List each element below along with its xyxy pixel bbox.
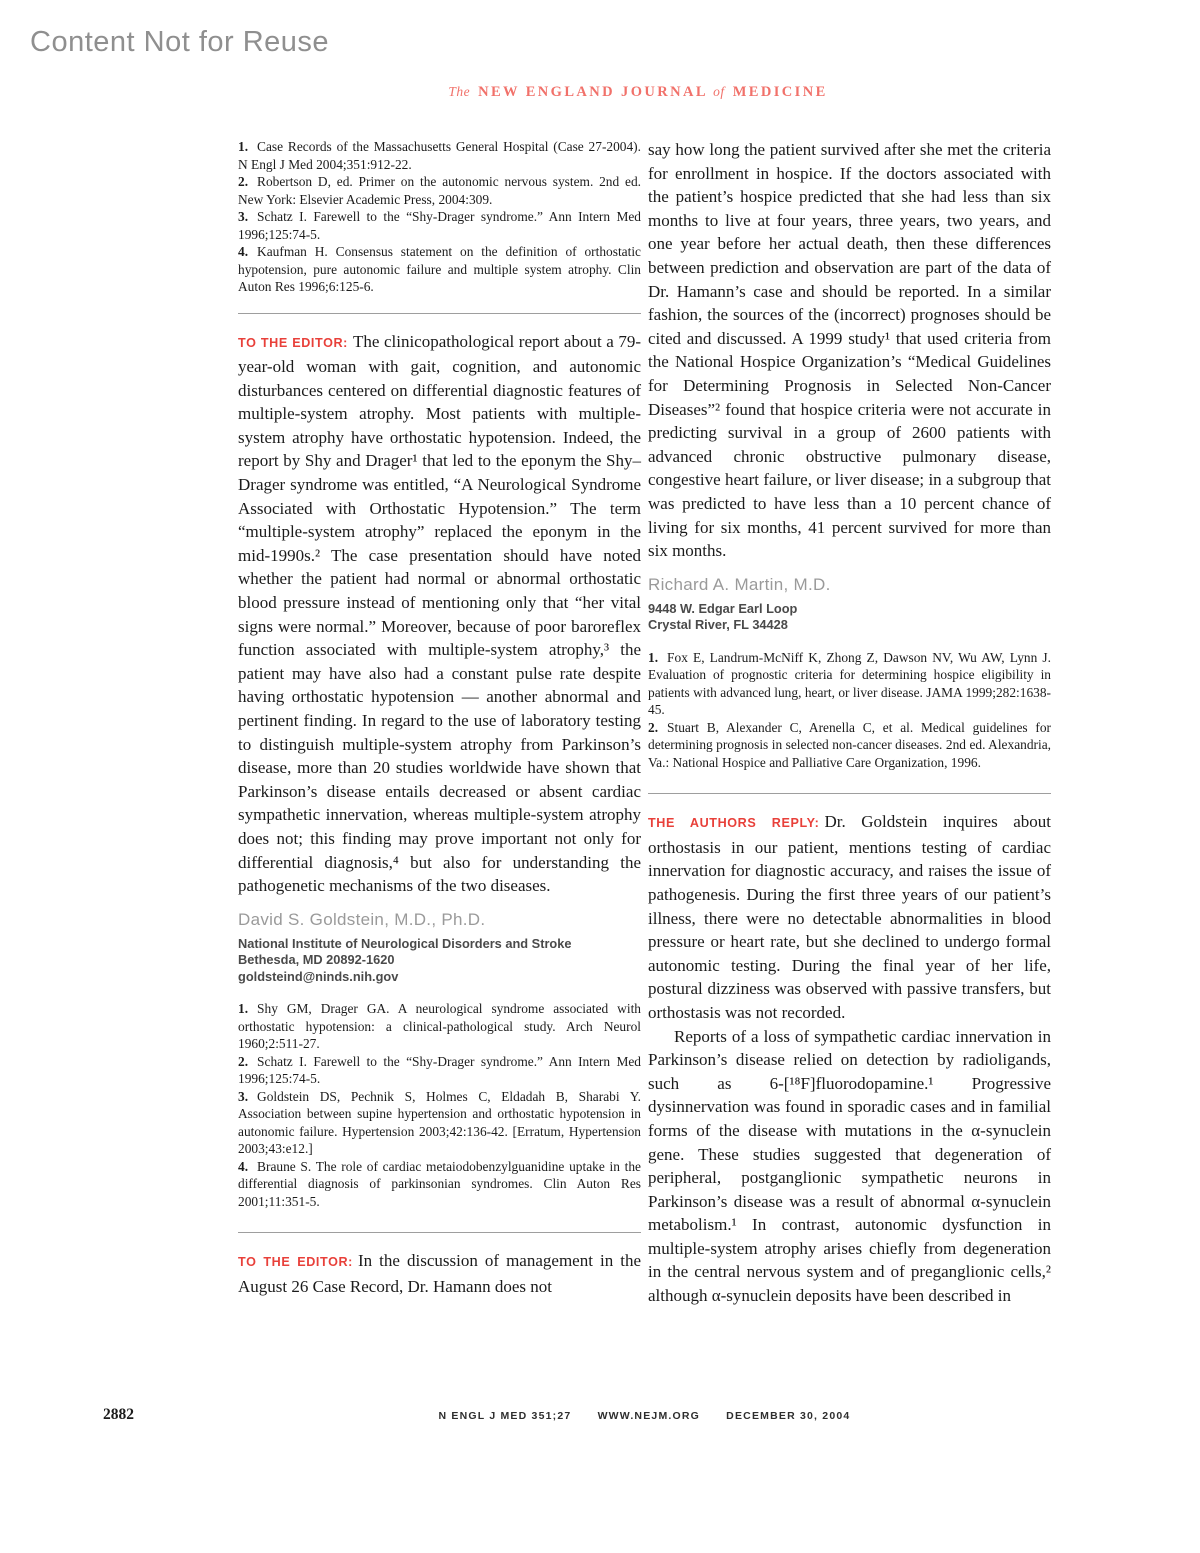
reference-item [648,649,1051,719]
reference-item [648,719,1051,772]
masthead-of: of [713,84,725,99]
masthead-title-part1: NEW ENGLAND JOURNAL [478,84,708,100]
section-divider [238,313,641,314]
reference-list-goldstein [238,1000,641,1210]
author-name-goldstein: David S. Goldstein, M.D., Ph.D. [238,909,486,929]
to-the-editor-label: TO THE EDITOR: [238,335,348,350]
letter-goldstein-paragraph [238,330,641,898]
left-column [238,138,641,1298]
letter-martin-opening-body: In the discussion of management in the August 26 Case Record, Dr. Hamann does not [238,1251,642,1296]
reference-text: Shy GM, Drager GA. A neurological syndrome associated with orthostatic hypotension: a clinical-pathological study. Arch Neurol 1960;2:511-27. [238,1001,641,1052]
affiliation-line: Bethesda, MD 20892-1620 [238,952,395,968]
section-divider [648,793,1051,794]
reference-text: Fox E, Landrum-McNiff K, Zhong Z, Dawson NV, Wu AW, Lynn J. Evaluation of prognostic criteria for determining hospice eligibility in patients with advanced lung, heart, or liver disease. JAMA 1999;282:1638-45. [648,649,1051,718]
letter-goldstein-body: The clinicopathological report about a 79-year-old woman with gait, cognition, and autonomic disturbances centered on differential diagnostic features of multiple-system atrophy. Most patients with multiple-system atrophy have orthostatic hypotension. Indeed, the report by Shy and Drager¹ that led to the eponym the Shy–Drager syndrome was entitled, “A Neurological Syndrome Associated with Orthostatic Hypotension.” The term “multiple-system atrophy” replaced the eponym in the mid-1990s.² The case presentation should have noted whether the patient had normal or abnormal orthostatic blood pressure instead of mentioning only that “her vital signs were normal.” Moreover, because of poor baroreflex function associated with multiple-system atrophy,³ the patient may have also had a constant pulse rate despite having orthostatic hypotension — another abnormal and pertinent finding. In regard to the use of laboratory testing to distinguish multiple-system atrophy from Parkinson’s disease, more than 20 studies worldwide have shown that Parkinson’s disease entails decreased or absent cardiac sympathetic innervation, whereas multiple-system atrophy does not; this finding may prove important not only for differential diagnosis,⁴ but also for understanding the pathogenetic mechanisms of the two diseases. [238,331,641,896]
letter-martin-opening-paragraph [238,1249,641,1298]
reference-text: Robertson D, ed. Primer on the autonomic nervous system. 2nd ed. New York: Elsevier Academic Press, 2004:309. [238,174,641,207]
reference-number: 3. [238,1088,249,1104]
reference-text: Schatz I. Farewell to the “Shy-Drager syndrome.” Ann Intern Med 1996;125:74-5. [238,209,641,242]
address-line: 9448 W. Edgar Earl Loop [648,600,798,616]
reference-item [238,243,641,296]
reference-text: Braune S. The role of cardiac metaiodobenzylguanidine uptake in the differential diagnosis of parkinsonian syndromes. Clin Auton Res 2001;11:351-5. [238,1158,641,1209]
reference-item [238,1158,641,1211]
affiliation-line: National Institute of Neurological Disorders and Stroke [238,935,572,951]
reference-number: 4. [238,244,249,259]
author-address-martin [648,601,1051,634]
reference-text: Schatz I. Farewell to the “Shy-Drager syndrome.” Ann Intern Med 1996;125:74-5. [238,1053,641,1087]
author-email: goldsteind@ninds.nih.gov [238,968,399,984]
reference-number: 2. [238,1053,249,1069]
footer-url: WWW.NEJM.ORG [597,1410,701,1422]
reference-item [238,1053,641,1088]
address-line: Crystal River, FL 34428 [648,617,788,633]
reference-item [238,173,641,208]
content-not-for-reuse-watermark: Content Not for Reuse [30,26,330,58]
reference-number: 3. [238,209,249,224]
reference-text: Case Records of the Massachusetts General Hospital (Case 27-2004). N Engl J Med 2004;351:912-22. [238,139,641,172]
reference-text: Stuart B, Alexander C, Arenella C, et al. Medical guidelines for determining prognosis in selected non-cancer diseases. 2nd ed. Alexandria, Va.: National Hospice and Palliative Care Organization, 1996. [648,719,1051,770]
letter-martin-continuation-paragraph: say how long the patient survived after she met the criteria for enrollment in hospice. If the doctors associated with the patient’s hospice predicted that she had less than six months to live at four years, three years, two years, and one year before her actual death, then these differences between prediction and observation are part of the data of Dr. Hamann’s case and should be reported. In a similar fashion, the sources of the (incorrect) prognoses should be cited and discussed. A 1999 study¹ that used criteria from the National Hospice Organization’s “Medical Guidelines for Determining Prognosis in Selected Non-Cancer Diseases”² found that hospice criteria were not accurate in predicting survival in a group of 2600 patients with advanced chronic obstructive pulmonary disease, congestive heart failure, or liver disease; in a subgroup that was predicted to have less than a 10 percent chance of living for six months, 41 percent survived for more than six months. [648,140,1051,561]
reference-number: 1. [238,1001,249,1017]
authors-reply-body-1: Dr. Goldstein inquires about orthostasis in our patient, mentions testing of cardiac innervation for diagnostic accuracy, and raises the issue of pathogenesis. During the first three years of our patient’s illness, there were no detectable abnormalities in blood pressure or heart rate, but she declined to undergo formal autonomic testing. During the final year of her life, postural dizziness was observed with passive transfers, but orthostasis was not recorded. [648,812,1051,1022]
reference-item [238,1088,641,1158]
masthead-title-part2: MEDICINE [732,84,828,100]
reference-number: 2. [648,719,659,735]
footer-journal-line [238,1410,1051,1422]
reference-number: 1. [648,649,659,665]
to-the-editor-label: TO THE EDITOR: [238,1255,353,1270]
author-name-martin: Richard A. Martin, M.D. [648,574,831,594]
authors-reply-paragraph-2: Reports of a loss of sympathetic cardiac innervation in Parkinson’s disease relied on detection by radioligands, such as 6-[¹⁸F]fluorodopamine.¹ Progressive dysinnervation was found in sporadic cases and in familial forms of the disease with mutations in the α-synuclein gene. These studies suggested that degeneration of peripheral, postganglionic sympathetic neurons in Parkinson’s disease was a result of abnormal α-synuclein metabolism.¹ In contrast, autonomic dysfunction in multiple-system atrophy arises chiefly from degeneration in the central nervous system and of preganglionic cells,² although α-synuclein deposits have been described in [648,1026,1051,1306]
journal-masthead [238,84,1038,101]
reference-list-martin [648,649,1051,772]
section-divider [238,1232,641,1233]
reference-text: Goldstein DS, Pechnik S, Holmes C, Eldadah B, Sharabi Y. Association between supine hypertension and orthostatic hypotension in autonomic failure. Hypertension 2003;42:136-42. [Erratum, Hypertension 2003;43:e12.] [238,1088,641,1157]
reference-list-top [238,138,641,296]
reference-item [238,208,641,243]
reference-item [238,1000,641,1053]
reference-item [238,138,641,173]
authors-reply-label: THE AUTHORS REPLY: [648,816,820,831]
right-column [648,138,1051,1308]
footer-date: DECEMBER 30, 2004 [726,1410,851,1422]
footer-citation: N ENGL J MED 351;27 [438,1410,572,1422]
page-number: 2882 [103,1406,134,1423]
reference-text: Kaufman H. Consensus statement on the definition of orthostatic hypotension, pure autonomic failure and multiple system atrophy. Clin Auton Res 1996;6:125-6. [238,244,641,294]
reference-number: 4. [238,1158,249,1174]
authors-reply-paragraph-1 [648,810,1051,1024]
reference-number: 2. [238,174,249,189]
reference-number: 1. [238,139,249,154]
masthead-the: The [448,84,471,99]
author-affiliation-goldstein [238,936,641,986]
